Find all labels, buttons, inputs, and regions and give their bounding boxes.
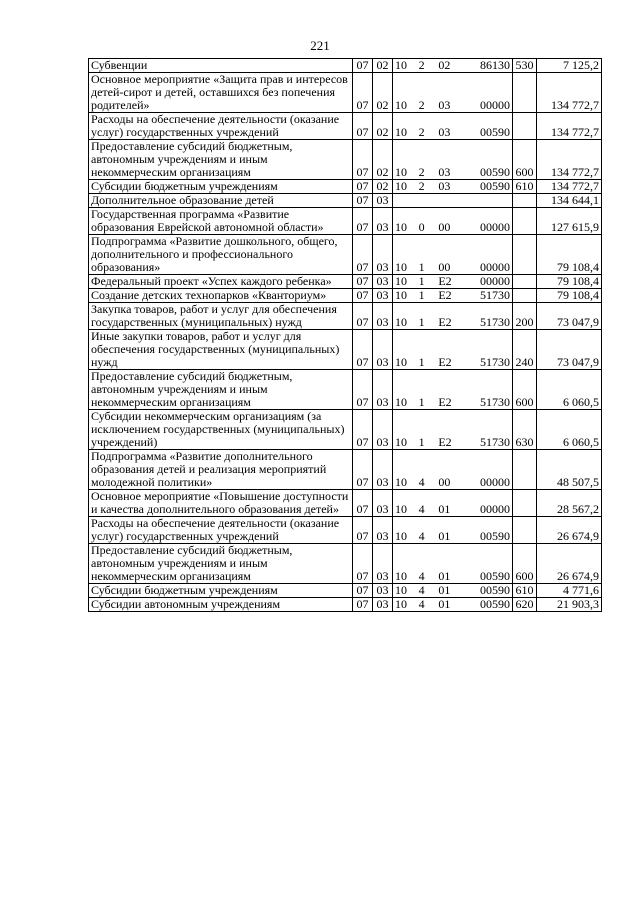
row-expense-type <box>513 289 537 303</box>
target-article-part: 10 <box>395 220 407 234</box>
row-target-article <box>393 544 513 584</box>
row-expense-type: 600 <box>513 370 537 410</box>
row-amount: 73 047,9 <box>537 330 602 370</box>
target-article-part: 10 <box>395 355 407 369</box>
target-article-code <box>395 530 510 543</box>
target-article-code <box>395 180 510 193</box>
row-subsection: 03 <box>373 544 393 584</box>
row-target-article <box>393 73 513 113</box>
row-expense-type <box>513 113 537 140</box>
target-article-part: 1 <box>418 395 425 409</box>
target-article-code <box>395 59 510 72</box>
row-name: Субсидии автономным учреждениям <box>89 598 353 612</box>
row-subsection: 02 <box>373 180 393 194</box>
target-article-part: 01 <box>438 502 451 516</box>
row-expense-type <box>513 194 537 208</box>
row-target-article <box>393 140 513 180</box>
target-article-part: E2 <box>438 274 452 288</box>
target-article-part: E2 <box>438 288 452 302</box>
row-section: 07 <box>353 490 373 517</box>
target-article-part: 01 <box>438 597 451 611</box>
row-amount: 7 125,2 <box>537 59 602 73</box>
target-article-part: 00590 <box>479 569 510 583</box>
target-article-part: 03 <box>438 165 451 179</box>
table-row <box>89 410 602 450</box>
row-name: Субсидии бюджетным учреждениям <box>89 584 353 598</box>
target-article-part: 00590 <box>479 529 510 543</box>
target-article-part: E2 <box>438 315 452 329</box>
row-section: 07 <box>353 584 373 598</box>
row-section: 07 <box>353 194 373 208</box>
row-name: Субсидии некоммерческим организациям (за исключением государственных (муниципальных) учреждений) <box>89 410 353 450</box>
target-article-part: 10 <box>395 125 407 139</box>
target-article-part: 10 <box>395 179 407 193</box>
table-row <box>89 330 602 370</box>
row-subsection: 02 <box>373 140 393 180</box>
target-article-part: 10 <box>395 165 407 179</box>
row-subsection: 03 <box>373 194 393 208</box>
table-row <box>89 208 602 235</box>
table-row <box>89 584 602 598</box>
table-row <box>89 450 602 490</box>
target-article-part: 4 <box>418 502 425 516</box>
target-article-part: 00590 <box>479 125 510 139</box>
target-article-part: 10 <box>395 569 407 583</box>
target-article-part: 51730 <box>479 288 510 302</box>
target-article-part: 51730 <box>479 435 510 449</box>
target-article-code <box>395 126 510 139</box>
table-row <box>89 180 602 194</box>
row-subsection: 02 <box>373 59 393 73</box>
row-amount: 127 615,9 <box>537 208 602 235</box>
row-expense-type: 630 <box>513 410 537 450</box>
target-article-part: 10 <box>395 529 407 543</box>
row-section: 07 <box>353 598 373 612</box>
table-row <box>89 289 602 303</box>
target-article-code <box>395 166 510 179</box>
target-article-part: 00590 <box>479 165 510 179</box>
target-article-part: E2 <box>438 395 452 409</box>
row-amount: 26 674,9 <box>537 517 602 544</box>
row-section: 07 <box>353 450 373 490</box>
row-target-article <box>393 598 513 612</box>
target-article-part: 10 <box>395 315 407 329</box>
row-name: Субсидии бюджетным учреждениям <box>89 180 353 194</box>
target-article-part: 1 <box>418 315 425 329</box>
row-target-article <box>393 208 513 235</box>
row-name: Субвенции <box>89 59 353 73</box>
row-subsection: 03 <box>373 303 393 330</box>
row-subsection: 03 <box>373 598 393 612</box>
table-row <box>89 73 602 113</box>
target-article-part: 00000 <box>479 475 510 489</box>
target-article-part: 2 <box>418 125 425 139</box>
row-subsection: 03 <box>373 235 393 275</box>
target-article-part: 10 <box>395 435 407 449</box>
target-article-part: 03 <box>438 125 451 139</box>
target-article-code <box>395 289 510 302</box>
row-expense-type <box>513 208 537 235</box>
row-section: 07 <box>353 410 373 450</box>
target-article-part: 10 <box>395 502 407 516</box>
target-article-part: 1 <box>418 435 425 449</box>
row-expense-type <box>513 275 537 289</box>
budget-table <box>88 58 602 612</box>
target-article-part: 03 <box>438 179 451 193</box>
row-expense-type <box>513 490 537 517</box>
row-name: Создание детских технопарков «Кванториум» <box>89 289 353 303</box>
row-name: Предоставление субсидий бюджетным, автономным учреждениям и иным некоммерческим организациям <box>89 370 353 410</box>
target-article-part: 00590 <box>479 597 510 611</box>
target-article-part: 00 <box>438 260 451 274</box>
target-article-code <box>395 316 510 329</box>
row-target-article <box>393 450 513 490</box>
row-target-article <box>393 490 513 517</box>
row-target-article <box>393 330 513 370</box>
row-subsection: 02 <box>373 73 393 113</box>
row-section: 07 <box>353 59 373 73</box>
target-article-part: 1 <box>418 260 425 274</box>
row-target-article <box>393 113 513 140</box>
row-amount: 48 507,5 <box>537 450 602 490</box>
row-expense-type: 200 <box>513 303 537 330</box>
row-section: 07 <box>353 517 373 544</box>
page-number: 221 <box>310 38 330 53</box>
target-article-part: 10 <box>395 260 407 274</box>
target-article-part: 00000 <box>479 502 510 516</box>
target-article-part: 2 <box>418 98 425 112</box>
target-article-part: 03 <box>438 98 451 112</box>
target-article-code <box>395 436 510 449</box>
row-target-article <box>393 59 513 73</box>
row-subsection: 03 <box>373 275 393 289</box>
row-subsection: 03 <box>373 584 393 598</box>
row-target-article <box>393 194 513 208</box>
target-article-part: 10 <box>395 597 407 611</box>
row-section: 07 <box>353 73 373 113</box>
row-expense-type <box>513 235 537 275</box>
row-name: Расходы на обеспечение деятельности (оказание услуг) государственных учреждений <box>89 517 353 544</box>
row-expense-type <box>513 517 537 544</box>
target-article-part: 4 <box>418 529 425 543</box>
target-article-part: 00000 <box>479 274 510 288</box>
row-section: 07 <box>353 113 373 140</box>
table-row <box>89 275 602 289</box>
row-target-article <box>393 517 513 544</box>
target-article-part: 00 <box>438 220 451 234</box>
row-expense-type: 600 <box>513 140 537 180</box>
target-article-code <box>395 261 510 274</box>
row-expense-type: 530 <box>513 59 537 73</box>
row-section: 07 <box>353 289 373 303</box>
target-article-code <box>395 275 510 288</box>
target-article-part: 01 <box>438 529 451 543</box>
target-article-part: 51730 <box>479 315 510 329</box>
target-article-part: 2 <box>418 165 425 179</box>
row-amount: 6 060,5 <box>537 370 602 410</box>
row-subsection: 03 <box>373 208 393 235</box>
target-article-part: 00590 <box>479 179 510 193</box>
target-article-part: 4 <box>418 475 425 489</box>
target-article-part: 4 <box>418 569 425 583</box>
row-target-article <box>393 275 513 289</box>
row-section: 07 <box>353 275 373 289</box>
row-subsection: 03 <box>373 370 393 410</box>
table-row <box>89 544 602 584</box>
target-article-part: 4 <box>418 597 425 611</box>
target-article-part: 51730 <box>479 355 510 369</box>
row-name: Предоставление субсидий бюджетным, автономным учреждениям и иным некоммерческим организациям <box>89 544 353 584</box>
target-article-part: 1 <box>418 274 425 288</box>
row-subsection: 03 <box>373 330 393 370</box>
row-amount: 134 772,7 <box>537 73 602 113</box>
target-article-part: E2 <box>438 435 452 449</box>
target-article-part: 1 <box>418 288 425 302</box>
row-target-article <box>393 303 513 330</box>
target-article-part: 01 <box>438 569 451 583</box>
target-article-part: E2 <box>438 355 452 369</box>
row-name: Иные закупки товаров, работ и услуг для обеспечения государственных (муниципальных) нужд <box>89 330 353 370</box>
row-expense-type: 610 <box>513 584 537 598</box>
table-row <box>89 490 602 517</box>
target-article-part: 00 <box>438 475 451 489</box>
target-article-part: 0 <box>418 220 425 234</box>
table-row <box>89 303 602 330</box>
row-subsection: 03 <box>373 410 393 450</box>
row-section: 07 <box>353 208 373 235</box>
table-row <box>89 59 602 73</box>
row-name: Предоставление субсидий бюджетным, автономным учреждениям и иным некоммерческим организациям <box>89 140 353 180</box>
target-article-part: 2 <box>418 58 425 72</box>
row-expense-type: 600 <box>513 544 537 584</box>
row-section: 07 <box>353 303 373 330</box>
row-name: Расходы на обеспечение деятельности (оказание услуг) государственных учреждений <box>89 113 353 140</box>
table-row <box>89 113 602 140</box>
target-article-part: 1 <box>418 355 425 369</box>
row-target-article <box>393 584 513 598</box>
table-row <box>89 140 602 180</box>
target-article-code <box>395 476 510 489</box>
target-article-code <box>395 221 510 234</box>
row-name: Государственная программа «Развитие образования Еврейской автономной области» <box>89 208 353 235</box>
row-target-article <box>393 289 513 303</box>
target-article-code <box>395 396 510 409</box>
target-article-part: 02 <box>438 58 451 72</box>
table-row <box>89 235 602 275</box>
target-article-part: 51730 <box>479 395 510 409</box>
row-subsection: 02 <box>373 113 393 140</box>
row-subsection: 03 <box>373 517 393 544</box>
row-name: Подпрограмма «Развитие дополнительного образования детей и реализация мероприятий молодежной политики» <box>89 450 353 490</box>
target-article-part: 2 <box>418 179 425 193</box>
row-amount: 28 567,2 <box>537 490 602 517</box>
target-article-part: 10 <box>395 395 407 409</box>
row-amount: 79 108,4 <box>537 289 602 303</box>
table-body <box>89 59 602 612</box>
row-section: 07 <box>353 140 373 180</box>
row-amount: 134 644,1 <box>537 194 602 208</box>
row-name: Основное мероприятие «Повышение доступности и качества дополнительного образования детей» <box>89 490 353 517</box>
target-article-code <box>395 598 510 611</box>
row-target-article <box>393 235 513 275</box>
target-article-part: 00000 <box>479 220 510 234</box>
row-amount: 79 108,4 <box>537 275 602 289</box>
row-section: 07 <box>353 235 373 275</box>
table-row <box>89 370 602 410</box>
row-subsection: 03 <box>373 490 393 517</box>
row-amount: 134 772,7 <box>537 140 602 180</box>
target-article-code <box>395 503 510 516</box>
row-expense-type: 620 <box>513 598 537 612</box>
row-name: Федеральный проект «Успех каждого ребенка» <box>89 275 353 289</box>
row-section: 07 <box>353 544 373 584</box>
target-article-part: 10 <box>395 475 407 489</box>
row-section: 07 <box>353 180 373 194</box>
target-article-code <box>395 584 510 597</box>
table-row <box>89 194 602 208</box>
row-name: Подпрограмма «Развитие дошкольного, общего, дополнительного и профессионального образования» <box>89 235 353 275</box>
row-amount: 21 903,3 <box>537 598 602 612</box>
target-article-part: 00000 <box>479 98 510 112</box>
row-expense-type <box>513 450 537 490</box>
target-article-part: 10 <box>395 274 407 288</box>
row-name: Основное мероприятие «Защита прав и интересов детей-сирот и детей, оставшихся без попечения родителей» <box>89 73 353 113</box>
row-expense-type: 610 <box>513 180 537 194</box>
row-section: 07 <box>353 330 373 370</box>
row-target-article <box>393 410 513 450</box>
table-row <box>89 517 602 544</box>
target-article-part: 10 <box>395 58 407 72</box>
target-article-part: 10 <box>395 98 407 112</box>
row-target-article <box>393 370 513 410</box>
row-subsection: 03 <box>373 450 393 490</box>
target-article-code <box>395 99 510 112</box>
row-subsection: 03 <box>373 289 393 303</box>
row-amount: 73 047,9 <box>537 303 602 330</box>
row-amount: 134 772,7 <box>537 113 602 140</box>
target-article-part: 86130 <box>479 58 510 72</box>
table-row <box>89 598 602 612</box>
target-article-part: 01 <box>438 583 451 597</box>
row-amount: 79 108,4 <box>537 235 602 275</box>
row-amount: 6 060,5 <box>537 410 602 450</box>
target-article-part: 10 <box>395 583 407 597</box>
row-expense-type: 240 <box>513 330 537 370</box>
target-article-part: 00000 <box>479 260 510 274</box>
row-amount: 4 771,6 <box>537 584 602 598</box>
row-amount: 26 674,9 <box>537 544 602 584</box>
target-article-part: 10 <box>395 288 407 302</box>
row-name: Закупка товаров, работ и услуг для обеспечения государственных (муниципальных) нужд <box>89 303 353 330</box>
target-article-code <box>395 356 510 369</box>
row-section: 07 <box>353 370 373 410</box>
row-name: Дополнительное образование детей <box>89 194 353 208</box>
target-article-part: 00590 <box>479 583 510 597</box>
row-amount: 134 772,7 <box>537 180 602 194</box>
target-article-code <box>395 570 510 583</box>
target-article-part: 4 <box>418 583 425 597</box>
row-target-article <box>393 180 513 194</box>
row-expense-type <box>513 73 537 113</box>
